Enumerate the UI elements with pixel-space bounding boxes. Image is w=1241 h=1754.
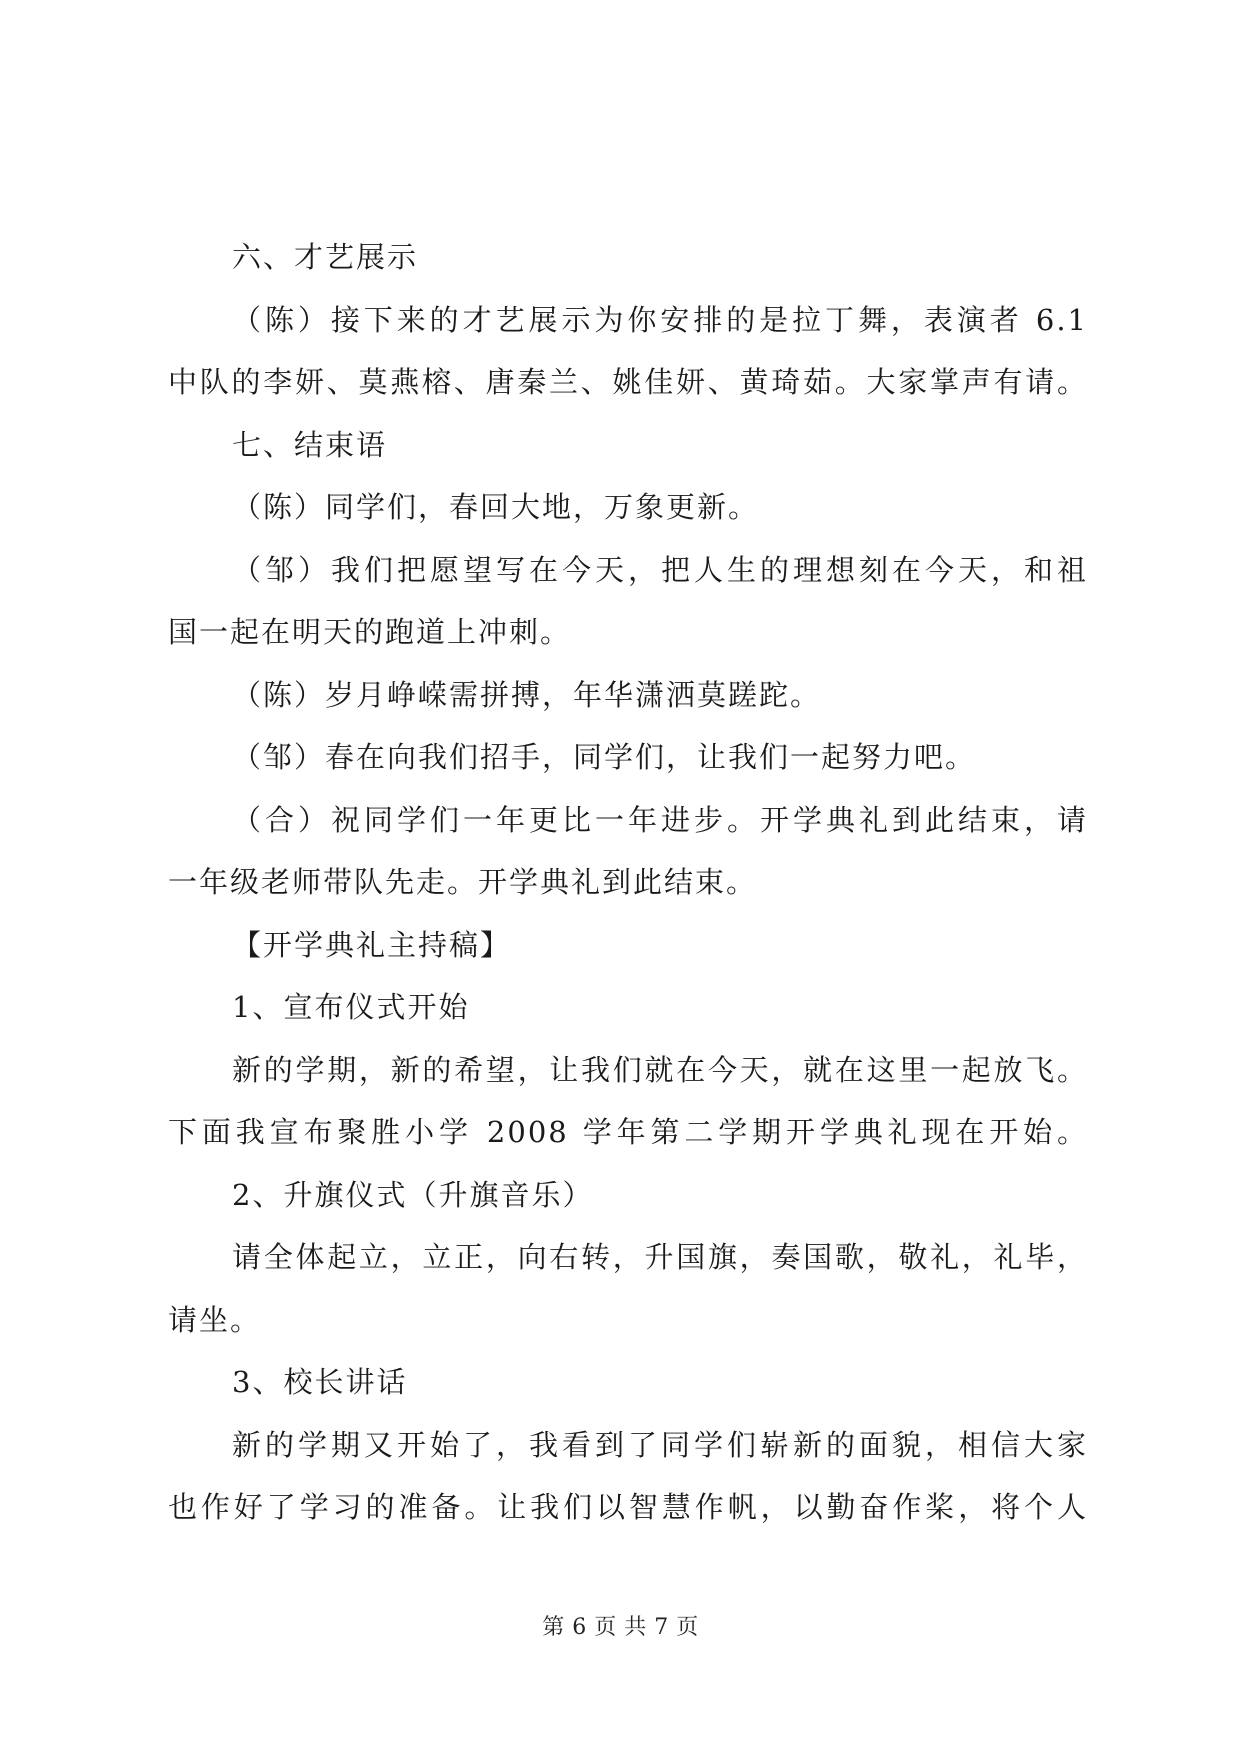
paragraph-line: （陈）岁月峥嵘需拼搏，年华潇洒莫蹉跎。 <box>232 677 822 712</box>
paragraph-line: 新的学期，新的希望，让我们就在今天，就在这里一起放飞。 <box>232 1052 1088 1087</box>
section-heading-principal-speech: 3、校长讲话 <box>232 1365 408 1399</box>
paragraph-line: 中队的李妍、莫燕榕、唐秦兰、姚佳妍、黄琦茹。大家掌声有请。 <box>168 365 1088 399</box>
section-heading-opening: 1、宣布仪式开始 <box>232 990 470 1024</box>
paragraph-line: 一年级老师带队先走。开学典礼到此结束。 <box>168 865 758 899</box>
paragraph-line: 新的学期又开始了，我看到了同学们崭新的面貌，相信大家 <box>232 1427 1088 1462</box>
paragraph-line: 下面我宣布聚胜小学 2008 学年第二学期开学典礼现在开始。 <box>168 1115 1088 1149</box>
section-heading-flag-raising: 2、升旗仪式（升旗音乐） <box>232 1177 594 1212</box>
section-heading-script-title: 【开学典礼主持稿】 <box>232 927 512 962</box>
document-body <box>168 226 1088 1539</box>
paragraph-line: 请全体起立，立正，向右转，升国旗，奏国歌，敬礼，礼毕， <box>232 1240 1088 1274</box>
paragraph-line: （邹）春在向我们招手，同学们，让我们一起努力吧。 <box>232 740 977 774</box>
paragraph-line: （陈）接下来的才艺展示为你安排的是拉丁舞，表演者 6.1 <box>232 302 1088 337</box>
paragraph-line: 请坐。 <box>168 1302 262 1337</box>
paragraph-line: 也作好了学习的准备。让我们以智慧作帆，以勤奋作桨，将个人 <box>168 1490 1088 1524</box>
paragraph-line: （合）祝同学们一年更比一年进步。开学典礼到此结束，请 <box>232 802 1088 837</box>
paragraph-line: 国一起在明天的跑道上冲刺。 <box>168 615 572 649</box>
paragraph-line: （邹）我们把愿望写在今天，把人生的理想刻在今天，和祖 <box>232 552 1088 587</box>
section-heading-closing: 七、结束语 <box>232 427 388 462</box>
paragraph-line: （陈）同学们，春回大地，万象更新。 <box>232 490 760 524</box>
section-heading-talent-show: 六、才艺展示 <box>232 240 419 274</box>
page-number: 第 6 页 共 7 页 <box>542 1615 699 1640</box>
